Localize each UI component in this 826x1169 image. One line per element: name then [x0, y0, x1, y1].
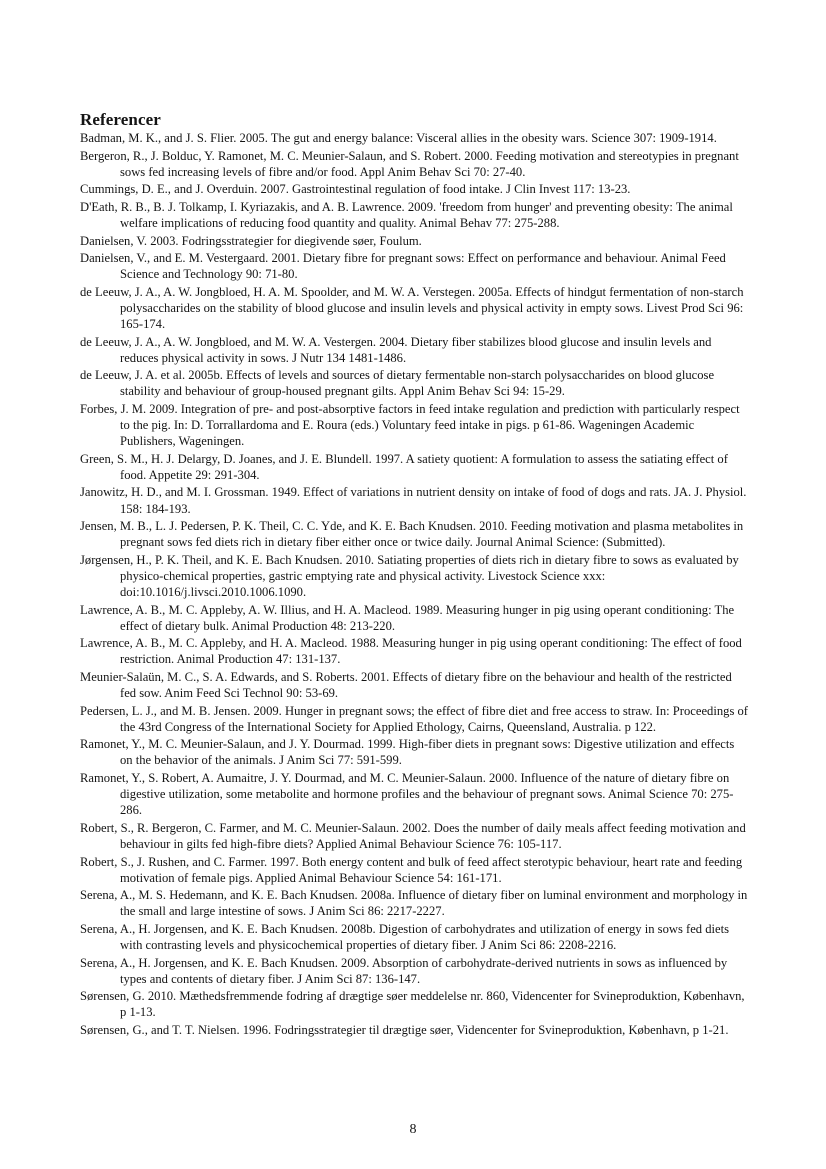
reference-entry: D'Eath, R. B., B. J. Tolkamp, I. Kyriazakis, and A. B. Lawrence. 2009. 'freedom from hunger' and preventing obesity: The animal welfare implications of reducing food quantity and quality. Animal Behav 77: 275-288.: [80, 199, 733, 230]
reference-list: [80, 130, 750, 1040]
reference-entry: de Leeuw, J. A. et al. 2005b. Effects of levels and sources of dietary fermentable non-starch polysaccharides on blood glucose stability and behaviour of group-housed pregnant gilts. Appl Anim Behav Sci 94: 15-29.: [80, 368, 715, 399]
reference-entry: de Leeuw, J. A., A. W. Jongbloed, and M. W. A. Vestergen. 2004. Dietary fiber stabilizes blood glucose and insulin levels and reduces physical activity in sows. J Nutr 134 1481-1486.: [80, 334, 712, 365]
reference-entry: Jørgensen, H., P. K. Theil, and K. E. Bach Knudsen. 2010. Satiating properties of diets rich in dietary fibre to sows as evaluated by physico-chemical properties, gastric emptying rate and physical activity. Livestock Science xxx: doi:10.1016/j.livsci.2010.1006.1090.: [80, 552, 739, 600]
reference-entry: Robert, S., J. Rushen, and C. Farmer. 1997. Both energy content and bulk of feed affect sterotypic behaviour, heart rate and feeding motivation of female pigs. Applied Animal Behaviour Science 54: 161-171.: [80, 854, 743, 885]
reference-entry: Sørensen, G., and T. T. Nielsen. 1996. Fodringsstrategier til drægtige søer, Videncenter for Svineproduktion, København, p 1-21.: [80, 1022, 729, 1037]
reference-entry: Jensen, M. B., L. J. Pedersen, P. K. Theil, C. C. Yde, and K. E. Bach Knudsen. 2010. Feeding motivation and plasma metabolites in pregnant sows fed diets rich in dietary fiber either once or twice daily. Journal Animal Science: (Submitted).: [80, 519, 744, 550]
reference-entry: Serena, A., H. Jorgensen, and K. E. Bach Knudsen. 2008b. Digestion of carbohydrates and utilization of energy in sows fed diets with contrasting levels and physicochemical properties of dietary fiber. J Anim Sci 86: 2208-2216.: [80, 921, 730, 952]
reference-entry: Ramonet, Y., S. Robert, A. Aumaitre, J. Y. Dourmad, and M. C. Meunier-Salaun. 2000. Influence of the nature of dietary fibre on digestive utilization, some metabolite and hormone profiles and the behaviour of pregnant sows. Animal Science 70: 275-286.: [80, 771, 734, 818]
reference-entry: Forbes, J. M. 2009. Integration of pre- and post-absorptive factors in feed intake regulation and prediction with particularly respect to the pig. In: D. Torrallardoma and E. Roura (eds.) Voluntary feed intake in pigs. p 61-86. Wageningen Academic Publishers, Wageningen.: [80, 402, 740, 449]
reference-entry: Serena, A., M. S. Hedemann, and K. E. Bach Knudsen. 2008a. Influence of dietary fiber on luminal environment and morphology in the small and large intestine of sows. J Anim Sci 86: 2217-2227.: [80, 888, 748, 919]
reference-entry: Sørensen, G. 2010. Mæthedsfremmende fodring af drægtige søer meddelelse nr. 860, Videncenter for Svineproduktion, København, p 1-13.: [80, 989, 745, 1020]
reference-entry: Serena, A., H. Jorgensen, and K. E. Bach Knudsen. 2009. Absorption of carbohydrate-derived nutrients in sows as influenced by types and contents of dietary fiber. J Anim Sci 87: 136-147.: [80, 955, 728, 986]
reference-entry: Green, S. M., H. J. Delargy, D. Joanes, and J. E. Blundell. 1997. A satiety quotient: A formulation to assess the satiating effect of food. Appetite 29: 291-304.: [80, 451, 728, 482]
reference-entry: Cummings, D. E., and J. Overduin. 2007. Gastrointestinal regulation of food intake. J Clin Invest 117: 13-23.: [80, 182, 631, 197]
reference-entry: de Leeuw, J. A., A. W. Jongbloed, H. A. M. Spoolder, and M. W. A. Verstegen. 2005a. Effects of hindgut fermentation of non-starch polysaccharides on the stability of blood glucose and insulin levels and physical activity in empty sows. Livest Prod Sci 96: 165-174.: [80, 284, 744, 332]
reference-entry: Robert, S., R. Bergeron, C. Farmer, and M. C. Meunier-Salaun. 2002. Does the number of daily meals affect feeding motivation and behaviour in gilts fed high-fibre diets? Applied Animal Behaviour Science 76: 105-117.: [80, 820, 746, 851]
reference-entry: Meunier-Salaün, M. C., S. A. Edwards, and S. Roberts. 2001. Effects of dietary fibre on the behaviour and health of the restricted fed sow. Anim Feed Sci Technol 90: 53-69.: [80, 670, 732, 701]
reference-entry: Janowitz, H. D., and M. I. Grossman. 1949. Effect of variations in nutrient density on intake of food of dogs and rats. JA. J. Physiol. 158: 184-193.: [80, 485, 747, 516]
reference-entry: Badman, M. K., and J. S. Flier. 2005. The gut and energy balance: Visceral allies in the obesity wars. Science 307: 1909-1914.: [80, 131, 717, 145]
reference-entry: Pedersen, L. J., and M. B. Jensen. 2009. Hunger in pregnant sows; the effect of fibre diet and free access to straw. In: Proceedings of the 43rd Congress of the International Society for Applied Ethology, Cairns, Queensland, Australia. p 122.: [80, 703, 748, 734]
page-number: 8: [409, 1122, 417, 1137]
reference-entry: Danielsen, V. 2003. Fodringsstrategier for diegivende søer, Foulum.: [80, 233, 422, 248]
reference-entry: Bergeron, R., J. Bolduc, Y. Ramonet, M. C. Meunier-Salaun, and S. Robert. 2000. Feeding motivation and stereotypies in pregnant sows fed increasing levels of fibre and/or food. Appl Anim Behav Sci 70: 27-40.: [80, 148, 739, 179]
reference-entry: Danielsen, V., and E. M. Vestergaard. 2001. Dietary fibre for pregnant sows: Effect on performance and behaviour. Animal Feed Science and Technology 90: 71-80.: [80, 251, 726, 282]
reference-entry: Lawrence, A. B., M. C. Appleby, A. W. Illius, and H. A. Macleod. 1989. Measuring hunger in pig using operant conditioning: The effect of dietary bulk. Animal Production 48: 213-220.: [80, 602, 735, 633]
page-heading: Referencer: [80, 110, 161, 129]
reference-entry: Lawrence, A. B., M. C. Appleby, and H. A. Macleod. 1988. Measuring hunger in pig using operant conditioning: The effect of food restriction. Animal Production 47: 131-137.: [80, 636, 742, 667]
reference-entry: Ramonet, Y., M. C. Meunier-Salaun, and J. Y. Dourmad. 1999. High-fiber diets in pregnant sows: Digestive utilization and effects on the behavior of the animals. J Anim Sci 77: 591-599.: [80, 737, 735, 768]
